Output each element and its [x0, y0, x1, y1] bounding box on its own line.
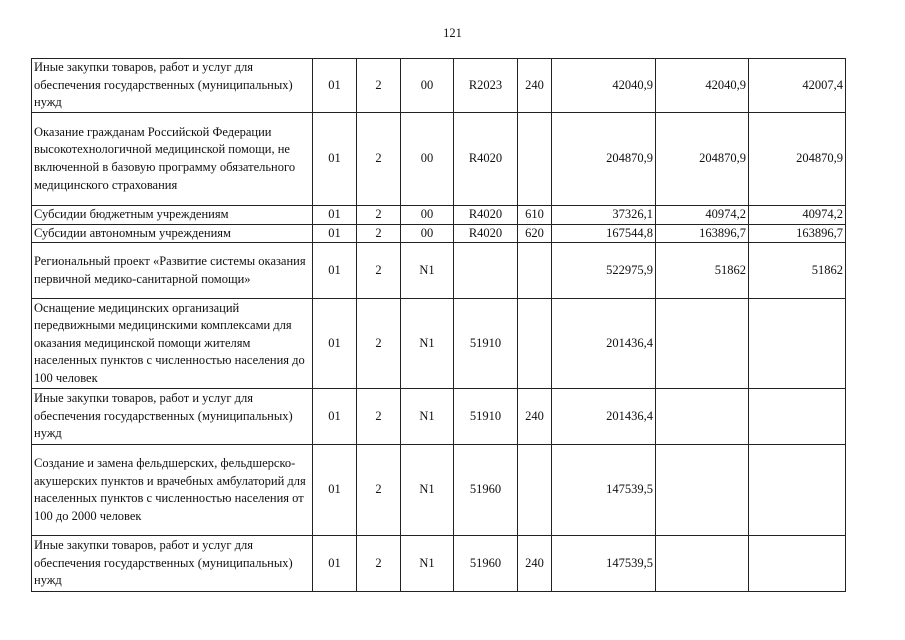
- amount-cell: 42007,4: [749, 59, 846, 113]
- code-cell: 01: [313, 445, 357, 536]
- amount-cell: 201436,4: [552, 389, 656, 445]
- code-cell: [518, 299, 552, 389]
- code-cell: N1: [401, 389, 454, 445]
- amount-cell: 204870,9: [656, 113, 749, 206]
- code-cell: [454, 243, 518, 299]
- amount-cell: [749, 445, 846, 536]
- code-cell: 2: [357, 113, 401, 206]
- code-cell: 51960: [454, 445, 518, 536]
- code-cell: 01: [313, 243, 357, 299]
- table-row: [32, 113, 846, 206]
- code-cell: 2: [357, 206, 401, 225]
- amount-cell: [656, 299, 749, 389]
- code-cell: 51910: [454, 299, 518, 389]
- code-cell: N1: [401, 243, 454, 299]
- code-cell: R2023: [454, 59, 518, 113]
- amount-cell: 51862: [749, 243, 846, 299]
- amount-cell: [749, 389, 846, 445]
- amount-cell: 40974,2: [656, 206, 749, 225]
- code-cell: R4020: [454, 113, 518, 206]
- amount-cell: 167544,8: [552, 224, 656, 243]
- amount-cell: [749, 299, 846, 389]
- code-cell: 2: [357, 243, 401, 299]
- code-cell: R4020: [454, 224, 518, 243]
- expense-name: Иные закупки товаров, работ и услуг для обеспечения государственных (муниципальных) нужд: [32, 389, 313, 445]
- code-cell: 00: [401, 206, 454, 225]
- amount-cell: 40974,2: [749, 206, 846, 225]
- budget-table: [31, 58, 846, 592]
- page-number: 121: [443, 26, 462, 40]
- code-cell: 2: [357, 536, 401, 592]
- code-cell: 2: [357, 389, 401, 445]
- amount-cell: [656, 445, 749, 536]
- expense-name: Иные закупки товаров, работ и услуг для обеспечения государственных (муниципальных) нужд: [32, 536, 313, 592]
- code-cell: 01: [313, 299, 357, 389]
- expense-name: Субсидии бюджетным учреждениям: [32, 206, 313, 225]
- code-cell: [518, 113, 552, 206]
- code-cell: 01: [313, 206, 357, 225]
- code-cell: 2: [357, 299, 401, 389]
- expense-name: Иные закупки товаров, работ и услуг для обеспечения государственных (муниципальных) нужд: [32, 59, 313, 113]
- code-cell: 01: [313, 113, 357, 206]
- code-cell: 01: [313, 389, 357, 445]
- code-cell: 01: [313, 59, 357, 113]
- amount-cell: [656, 389, 749, 445]
- code-cell: 00: [401, 224, 454, 243]
- amount-cell: 147539,5: [552, 445, 656, 536]
- code-cell: 51960: [454, 536, 518, 592]
- code-cell: 00: [401, 59, 454, 113]
- code-cell: 240: [518, 59, 552, 113]
- table-row: [32, 206, 846, 225]
- code-cell: [518, 243, 552, 299]
- expense-name: Субсидии автономным учреждениям: [32, 224, 313, 243]
- code-cell: N1: [401, 536, 454, 592]
- code-cell: 01: [313, 224, 357, 243]
- amount-cell: 204870,9: [749, 113, 846, 206]
- code-cell: N1: [401, 299, 454, 389]
- code-cell: 620: [518, 224, 552, 243]
- code-cell: 51910: [454, 389, 518, 445]
- code-cell: 610: [518, 206, 552, 225]
- code-cell: [518, 445, 552, 536]
- amount-cell: 522975,9: [552, 243, 656, 299]
- amount-cell: 204870,9: [552, 113, 656, 206]
- table-row: [32, 445, 846, 536]
- amount-cell: 163896,7: [656, 224, 749, 243]
- expense-name: Оказание гражданам Российской Федерации высокотехнологичной медицинской помощи, не включенной в базовую программу обязательного медицинского страхования: [32, 113, 313, 206]
- code-cell: 01: [313, 536, 357, 592]
- expense-name: Региональный проект «Развитие системы оказания первичной медико-санитарной помощи»: [32, 243, 313, 299]
- code-cell: R4020: [454, 206, 518, 225]
- amount-cell: 42040,9: [656, 59, 749, 113]
- amount-cell: 163896,7: [749, 224, 846, 243]
- code-cell: 2: [357, 224, 401, 243]
- table-row: [32, 536, 846, 592]
- expense-name: Оснащение медицинских организаций передвижными медицинскими комплексами для оказания медицинской помощи жителям населенных пунктов с численностью населения до 100 человек: [32, 299, 313, 389]
- table-row: [32, 224, 846, 243]
- amount-cell: 42040,9: [552, 59, 656, 113]
- code-cell: 2: [357, 59, 401, 113]
- code-cell: 240: [518, 536, 552, 592]
- amount-cell: 201436,4: [552, 299, 656, 389]
- code-cell: 2: [357, 445, 401, 536]
- code-cell: 240: [518, 389, 552, 445]
- amount-cell: [749, 536, 846, 592]
- table-row: [32, 389, 846, 445]
- table-row: [32, 299, 846, 389]
- table-row: [32, 243, 846, 299]
- code-cell: 00: [401, 113, 454, 206]
- code-cell: N1: [401, 445, 454, 536]
- expense-name: Создание и замена фельдшерских, фельдшерско-акушерских пунктов и врачебных амбулаторий для населенных пунктов с численностью населения от 100 до 2000 человек: [32, 445, 313, 536]
- amount-cell: 37326,1: [552, 206, 656, 225]
- amount-cell: [656, 536, 749, 592]
- table-row: [32, 59, 846, 113]
- amount-cell: 147539,5: [552, 536, 656, 592]
- amount-cell: 51862: [656, 243, 749, 299]
